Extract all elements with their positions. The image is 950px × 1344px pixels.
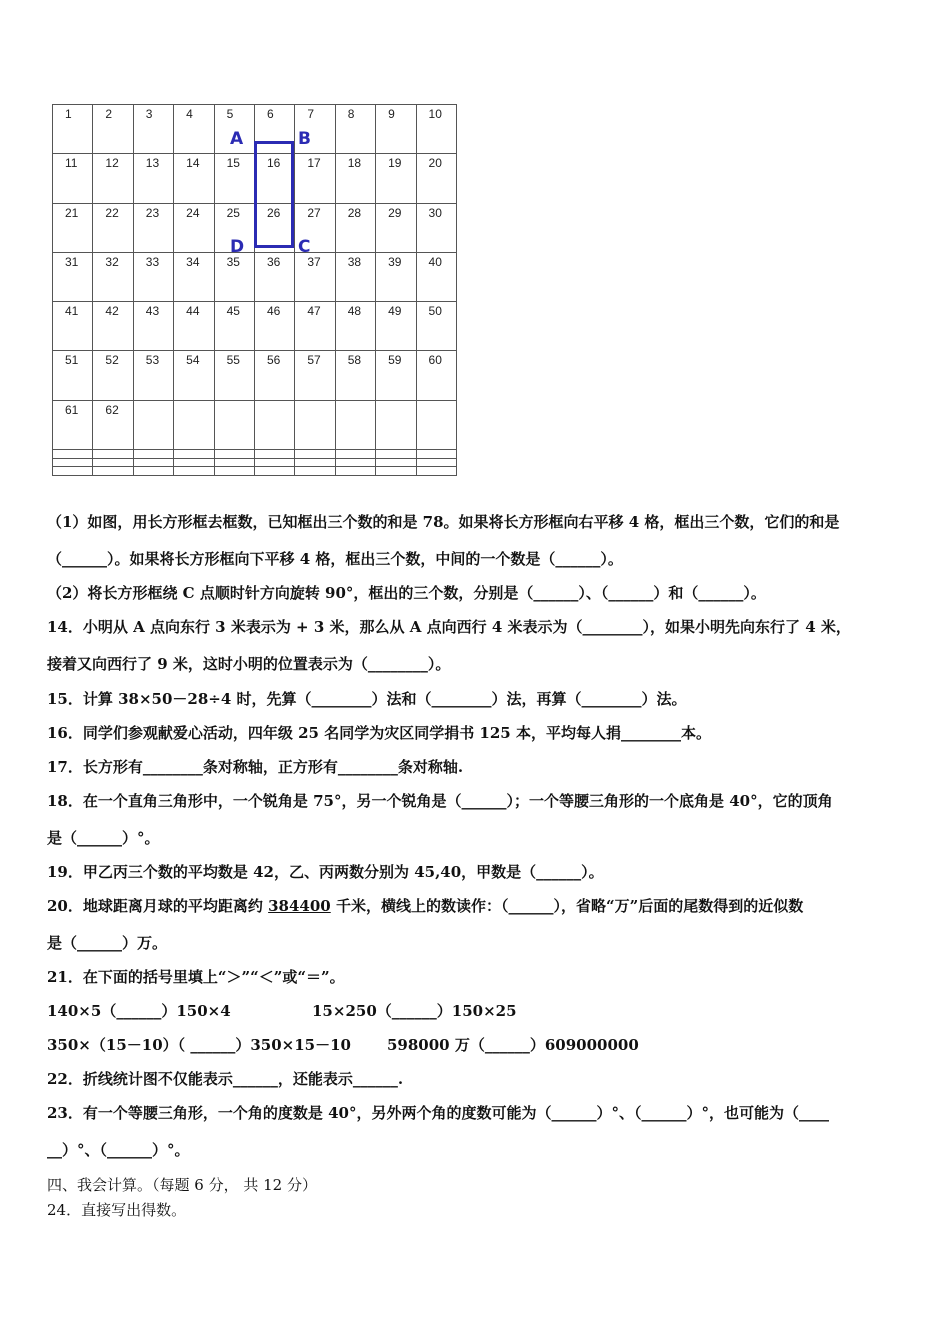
grid-cell: 23 [133,203,173,252]
grid-cell: 2 [93,105,133,154]
grid-cell: 28 [335,203,375,252]
grid-cell: 19 [376,154,416,203]
grid-cell: 13 [133,154,173,203]
grid-cell [93,467,133,476]
grid-cell [295,467,335,476]
grid-cell [174,458,214,467]
question-21-row-2b: 598000 万（______）609000000 [387,1036,639,1054]
grid-cell [335,449,375,458]
grid-cell: 43 [133,302,173,351]
corner-label-b: B [298,129,311,149]
question-21-row-1a: 140×5（______）150×4 [47,1002,231,1020]
grid-cell: 57 [295,351,335,400]
grid-cell [416,458,456,467]
grid-row [53,400,457,449]
grid-cell: 3 [133,105,173,154]
question-13-part-1: （1）如图，用长方形框去框数，已知框出三个数的和是 78。如果将长方形框向右平移 4 格，框出三个数，它们的和是 [47,513,840,531]
grid-cell: 15 [214,154,254,203]
grid-cell: 17 [295,154,335,203]
grid-cell [133,458,173,467]
question-22: 22．折线统计图不仅能表示______，还能表示______. [47,1070,404,1088]
grid-cell: 10 [416,105,456,154]
grid-cell [214,400,254,449]
grid-cell: 32 [93,252,133,301]
grid-cell [295,400,335,449]
grid-cell: 36 [254,252,294,301]
number-grid-figure [52,104,457,476]
grid-cell: 5 [214,105,254,154]
question-20-text-b: 千米，横线上的数读作：（______），省略“万”后面的尾数得到的近似数 [330,897,804,915]
section-four-heading: 四、我会计算。（每题 6 分， 共 12 分） [47,1176,317,1194]
grid-cell [376,458,416,467]
grid-cell [376,467,416,476]
grid-row [53,449,457,458]
grid-cell [254,467,294,476]
question-20 [47,895,803,916]
grid-cell: 58 [335,351,375,400]
grid-cell: 31 [53,252,93,301]
question-20-cont: 是（______）万。 [47,934,168,952]
grid-cell [335,467,375,476]
grid-cell: 20 [416,154,456,203]
grid-cell: 38 [335,252,375,301]
grid-cell: 56 [254,351,294,400]
grid-cell: 44 [174,302,214,351]
grid-cell: 33 [133,252,173,301]
grid-cell: 37 [295,252,335,301]
question-17: 17．长方形有________条对称轴，正方形有________条对称轴. [47,758,464,776]
grid-cell [133,449,173,458]
grid-cell [174,449,214,458]
grid-cell: 22 [93,203,133,252]
question-21-row-2a: 350×（15－10）（ ______）350×15－10 [47,1036,351,1054]
grid-cell: 54 [174,351,214,400]
grid-cell: 16 [254,154,294,203]
grid-cell: 6 [254,105,294,154]
question-14: 14．小明从 A 点向东行 3 米表示为 + 3 米，那么从 A 点向西行 4 米表示为（________），如果小明先向东行了 4 米， [47,618,851,636]
question-23-cont: __）°、（______）°。 [47,1141,190,1159]
grid-cell: 39 [376,252,416,301]
grid-cell [254,458,294,467]
grid-cell [214,467,254,476]
grid-cell: 7 [295,105,335,154]
grid-cell: 61 [53,400,93,449]
question-21-row-1b: 15×250（______）150×25 [312,1002,517,1020]
grid-cell: 47 [295,302,335,351]
corner-label-a: A [230,129,244,149]
question-23: 23．有一个等腰三角形，一个角的度数是 40°，另外两个角的度数可能为（______）°、（______）°，也可能为（____ [47,1104,829,1122]
grid-cell [214,458,254,467]
grid-row [53,252,457,301]
question-13-part-1-cont: （______）。如果将长方形框向下平移 4 格，框出三个数，中间的一个数是（______）。 [47,550,623,568]
grid-cell: 52 [93,351,133,400]
grid-cell: 24 [174,203,214,252]
grid-cell: 34 [174,252,214,301]
grid-cell: 25 [214,203,254,252]
grid-cell [416,467,456,476]
grid-cell: 40 [416,252,456,301]
grid-cell: 26 [254,203,294,252]
grid-cell [295,458,335,467]
grid-cell [214,449,254,458]
grid-cell: 12 [93,154,133,203]
grid-cell [376,449,416,458]
grid-cell: 48 [335,302,375,351]
grid-cell: 50 [416,302,456,351]
rectangle-frame [254,141,294,248]
grid-row [53,458,457,467]
grid-cell [376,400,416,449]
grid-cell: 41 [53,302,93,351]
grid-cell: 59 [376,351,416,400]
grid-cell [133,467,173,476]
corner-label-c: C [298,237,311,257]
question-16: 16．同学们参观献爱心活动，四年级 25 名同学为灾区同学捐书 125 本，平均每人捐________本。 [47,724,711,742]
grid-cell [335,458,375,467]
grid-cell: 51 [53,351,93,400]
grid-cell [133,400,173,449]
grid-cell [53,449,93,458]
grid-cell: 21 [53,203,93,252]
grid-cell: 30 [416,203,456,252]
corner-label-d: D [230,237,245,257]
grid-cell: 11 [53,154,93,203]
grid-cell: 18 [335,154,375,203]
grid-cell: 14 [174,154,214,203]
question-18: 18．在一个直角三角形中，一个锐角是 75°，另一个锐角是（______）；一个等腰三角形的一个底角是 40°，它的顶角 [47,792,833,810]
question-13-part-2: （2）将长方形框绕 C 点顺时针方向旋转 90°，框出的三个数，分别是（______）、（______）和（______）。 [47,584,766,602]
grid-cell: 46 [254,302,294,351]
grid-cell: 55 [214,351,254,400]
grid-cell [93,458,133,467]
grid-row [53,302,457,351]
grid-cell [93,449,133,458]
question-15: 15．计算 38×50－28÷4 时，先算（________）法和（________）法，再算（________）法。 [47,690,687,708]
grid-row [53,351,457,400]
grid-cell: 35 [214,252,254,301]
grid-cell [53,467,93,476]
grid-row [53,467,457,476]
question-21: 21．在下面的括号里填上“＞”“＜”或“＝”。 [47,968,345,986]
grid-cell [416,400,456,449]
grid-cell [254,449,294,458]
grid-cell: 4 [174,105,214,154]
grid-cell [174,400,214,449]
question-18-cont: 是（______）°。 [47,829,160,847]
question-20-number: 384400 [268,897,331,915]
grid-cell: 27 [295,203,335,252]
grid-cell: 62 [93,400,133,449]
grid-cell [416,449,456,458]
grid-cell: 8 [335,105,375,154]
question-20-text-a: 20．地球距离月球的平均距离约 [47,897,269,915]
question-14-cont: 接着又向西行了 9 米，这时小明的位置表示为（________）。 [47,655,451,673]
grid-cell [254,400,294,449]
grid-cell: 53 [133,351,173,400]
question-24: 24．直接写出得数。 [47,1201,187,1219]
grid-cell: 1 [53,105,93,154]
question-19: 19．甲乙丙三个数的平均数是 42，乙、丙两数分别为 45,40，甲数是（______）。 [47,863,604,881]
grid-cell [53,458,93,467]
grid-cell [295,449,335,458]
grid-cell: 49 [376,302,416,351]
grid-cell: 42 [93,302,133,351]
grid-cell: 29 [376,203,416,252]
grid-cell [335,400,375,449]
grid-cell [174,467,214,476]
grid-cell: 45 [214,302,254,351]
grid-cell: 60 [416,351,456,400]
grid-cell: 9 [376,105,416,154]
